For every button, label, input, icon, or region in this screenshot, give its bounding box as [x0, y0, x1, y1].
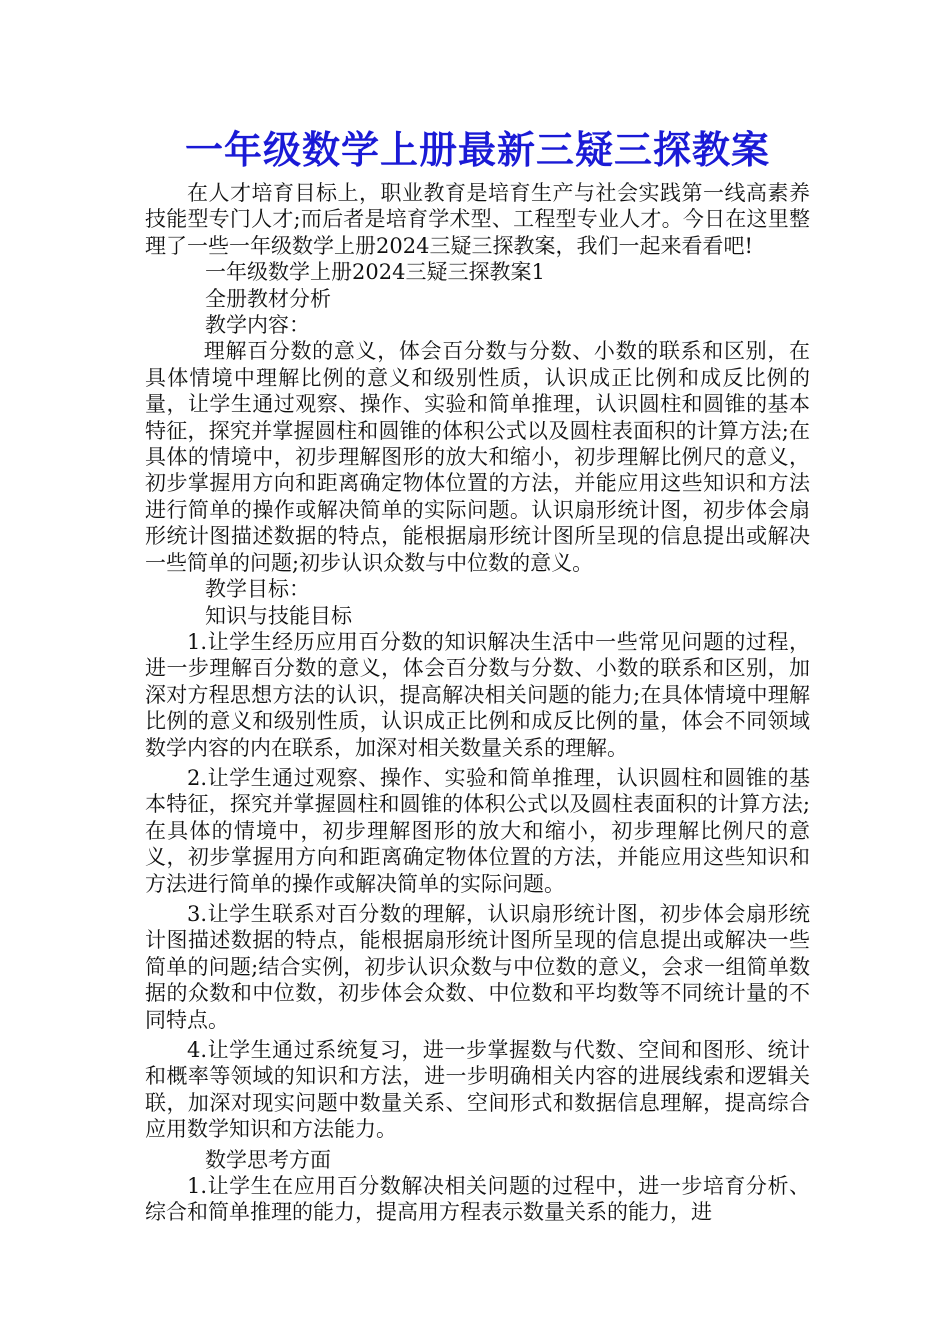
intro-paragraph: 在人才培育目标上，职业教育是培育生产与社会实践第一线高素养技能型专门人才;而后者是培育学术型、工程型专业人才。今日在这里整理了一些一年级数学上册2024三疑三探教案，我们一起来看看吧! [145, 181, 810, 258]
knowledge-heading: 知识与技能目标 [205, 603, 352, 628]
goal-1-paragraph: 1.让学生经历应用百分数的知识解决生活中一些常见问题的过程，进一步理解百分数的意义，体会百分数与分数、小数的联系和区别，加深对方程思想方法的认识，提高解决相关问题的能力;在具体情境中理解比例的意义和级别性质，认识成正比例和成反比例的量，体会不同领域数学内容的内在联系，加深对相关数量关系的理解。 [145, 629, 810, 760]
goal-3-paragraph: 3.让学生联系对百分数的理解，认识扇形统计图，初步体会扇形统计图描述数据的特点，能根据扇形统计图所呈现的信息提出或解决一些简单的问题;结合实例，初步认识众数与中位数的意义，会求一组简单数据的众数和中位数，初步体会众数、中位数和平均数等不同统计量的不同特点。 [145, 901, 810, 1032]
thinking-heading: 数学思考方面 [205, 1147, 331, 1172]
document-page [145, 120, 810, 1226]
goal-2-paragraph: 2.让学生通过观察、操作、实验和简单推理，认识圆柱和圆锥的基本特征，探究并掌握圆柱和圆锥的体积公式以及圆柱表面积的计算方法;在具体的情境中，初步理解图形的放大和缩小，初步理解比例尺的意义，初步掌握用方向和距离确定物体位置的方法，并能应用这些知识和方法进行简单的操作或解决简单的实际问题。 [145, 765, 810, 896]
goal-4-paragraph: 4.让学生通过系统复习，进一步掌握数与代数、空间和图形、统计和概率等领域的知识和方法，进一步明确相关内容的进展线索和逻辑关联，加深对现实问题中数量关系、空间形式和数据信息理解，提高综合应用数学知识和方法能力。 [145, 1038, 810, 1142]
thinking-1-paragraph: 1.让学生在应用百分数解决相关问题的过程中，进一步培育分析、综合和简单推理的能力，提高用方程表示数量关系的能力，进 [145, 1174, 810, 1225]
content-paragraph: 理解百分数的意义，体会百分数与分数、小数的联系和区别，在具体情境中理解比例的意义和级别性质，认识成正比例和成反比例的量，让学生通过观察、操作、实验和简单推理，认识圆柱和圆锥的基本特征，探究并掌握圆柱和圆锥的体积公式以及圆柱表面积的计算方法;在具体的情境中，初步理解图形的放大和缩小，初步理解比例尺的意义，初步掌握用方向和距离确定物体位置的方法，并能应用这些知识和方法进行简单的操作或解决简单的实际问题。认识扇形统计图，初步体会扇形统计图描述数据的特点，能根据扇形统计图所呈现的信息提出或解决一些简单的问题;初步认识众数与中位数的意义。 [145, 339, 810, 575]
content-heading: 教学内容： [205, 313, 310, 338]
analysis-heading: 全册教材分析 [205, 286, 331, 311]
goals-heading: 教学目标： [205, 577, 310, 602]
document-title: 一年级数学上册最新三疑三探教案 [184, 128, 770, 172]
section-heading: 一年级数学上册2024三疑三探教案1 [205, 260, 545, 285]
